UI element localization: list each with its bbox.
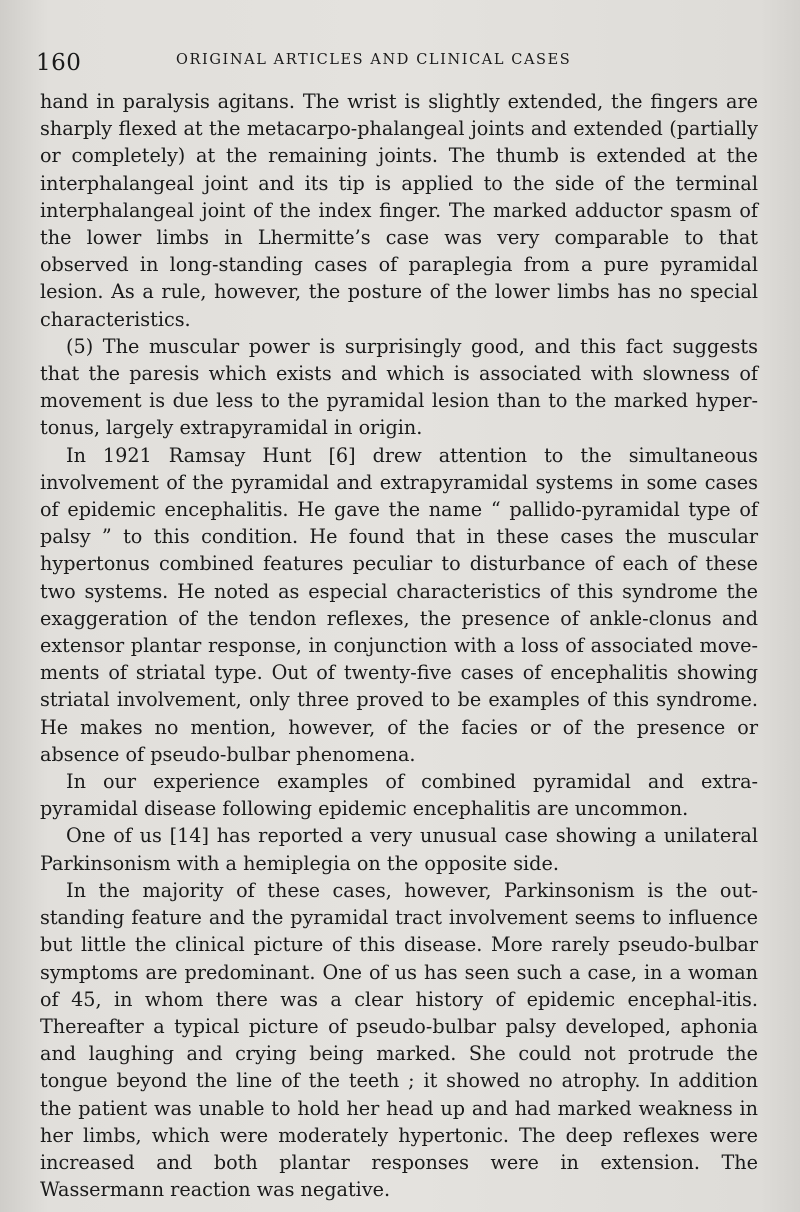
article-body bbox=[40, 88, 758, 1203]
paragraph-our-experience: In our experience examples of combined pyramidal and extra-pyramidal disease following epidemic encephalitis are uncommon. bbox=[40, 770, 758, 821]
running-head: ORIGINAL ARTICLES AND CLINICAL CASES bbox=[176, 52, 572, 68]
page-number: 160 bbox=[36, 50, 82, 76]
paragraph-muscular-power: (5) The muscular power is surprisingly good, and this fact suggests that the paresis which exists and which is associated with slowness of movement is due less to the pyramidal lesion than to the marked hyper-tonus, largely extrapyramidal in origin. bbox=[40, 334, 758, 440]
page-header bbox=[36, 46, 756, 78]
paragraph-unilateral-case: One of us [14] has reported a very unusual case showing a unilateral Parkinsonism with a hemiplegia on the opposite side. bbox=[40, 824, 758, 875]
paragraph-continuation: hand in paralysis agitans. The wrist is slightly extended, the fingers are sharply flexed at the metacarpo-phalangeal joints and extended (partially or completely) at the remaining joints. The thumb is extended at the interphalangeal joint and its tip is applied to the side of the terminal interphalangeal joint of the index finger. The marked adductor spasm of the lower limbs in Lhermitte’s case was very comparable to that observed in long-standing cases of paraplegia from a pure pyramidal lesion. As a rule, however, the posture of the lower limbs has no special characteristics. bbox=[40, 90, 758, 331]
paragraph-ramsay-hunt: In 1921 Ramsay Hunt [6] drew attention to the simultaneous involvement of the pyramidal and extrapyramidal systems in some cases of epidemic encephalitis. He gave the name “ pallido-pyramidal type of palsy ” to this condition. He found that in these cases the muscular hypertonus combined features peculiar to disturbance of each of these two systems. He noted as especial characteristics of this syndrome the exaggeration of the tendon reflexes, the presence of ankle-clonus and extensor plantar response, in conjunction with a loss of associated move-ments of striatal type. Out of twenty-five cases of encephalitis showing striatal involvement, only three proved to be examples of this syndrome. He makes no mention, however, of the facies or of the presence or absence of pseudo-bulbar phenomena. bbox=[40, 443, 758, 766]
paragraph-majority-cases: In the majority of these cases, however, Parkinsonism is the out-standing feature and the pyramidal tract involvement seems to influence but little the clinical picture of this disease. More rarely pseudo-bulbar symptoms are predominant. One of us has seen such a case, in a woman of 45, in whom there was a clear history of epidemic encephal-itis. Thereafter a typical picture of pseudo-bulbar palsy developed, aphonia and laughing and crying being marked. She could not protrude the tongue beyond the line of the teeth ; it showed no atrophy. In addition the patient was unable to hold her head up and had marked weakness in her limbs, which were moderately hypertonic. The deep reflexes were increased and both plantar responses were in extension. The Wassermann reaction was negative. bbox=[40, 878, 758, 1202]
